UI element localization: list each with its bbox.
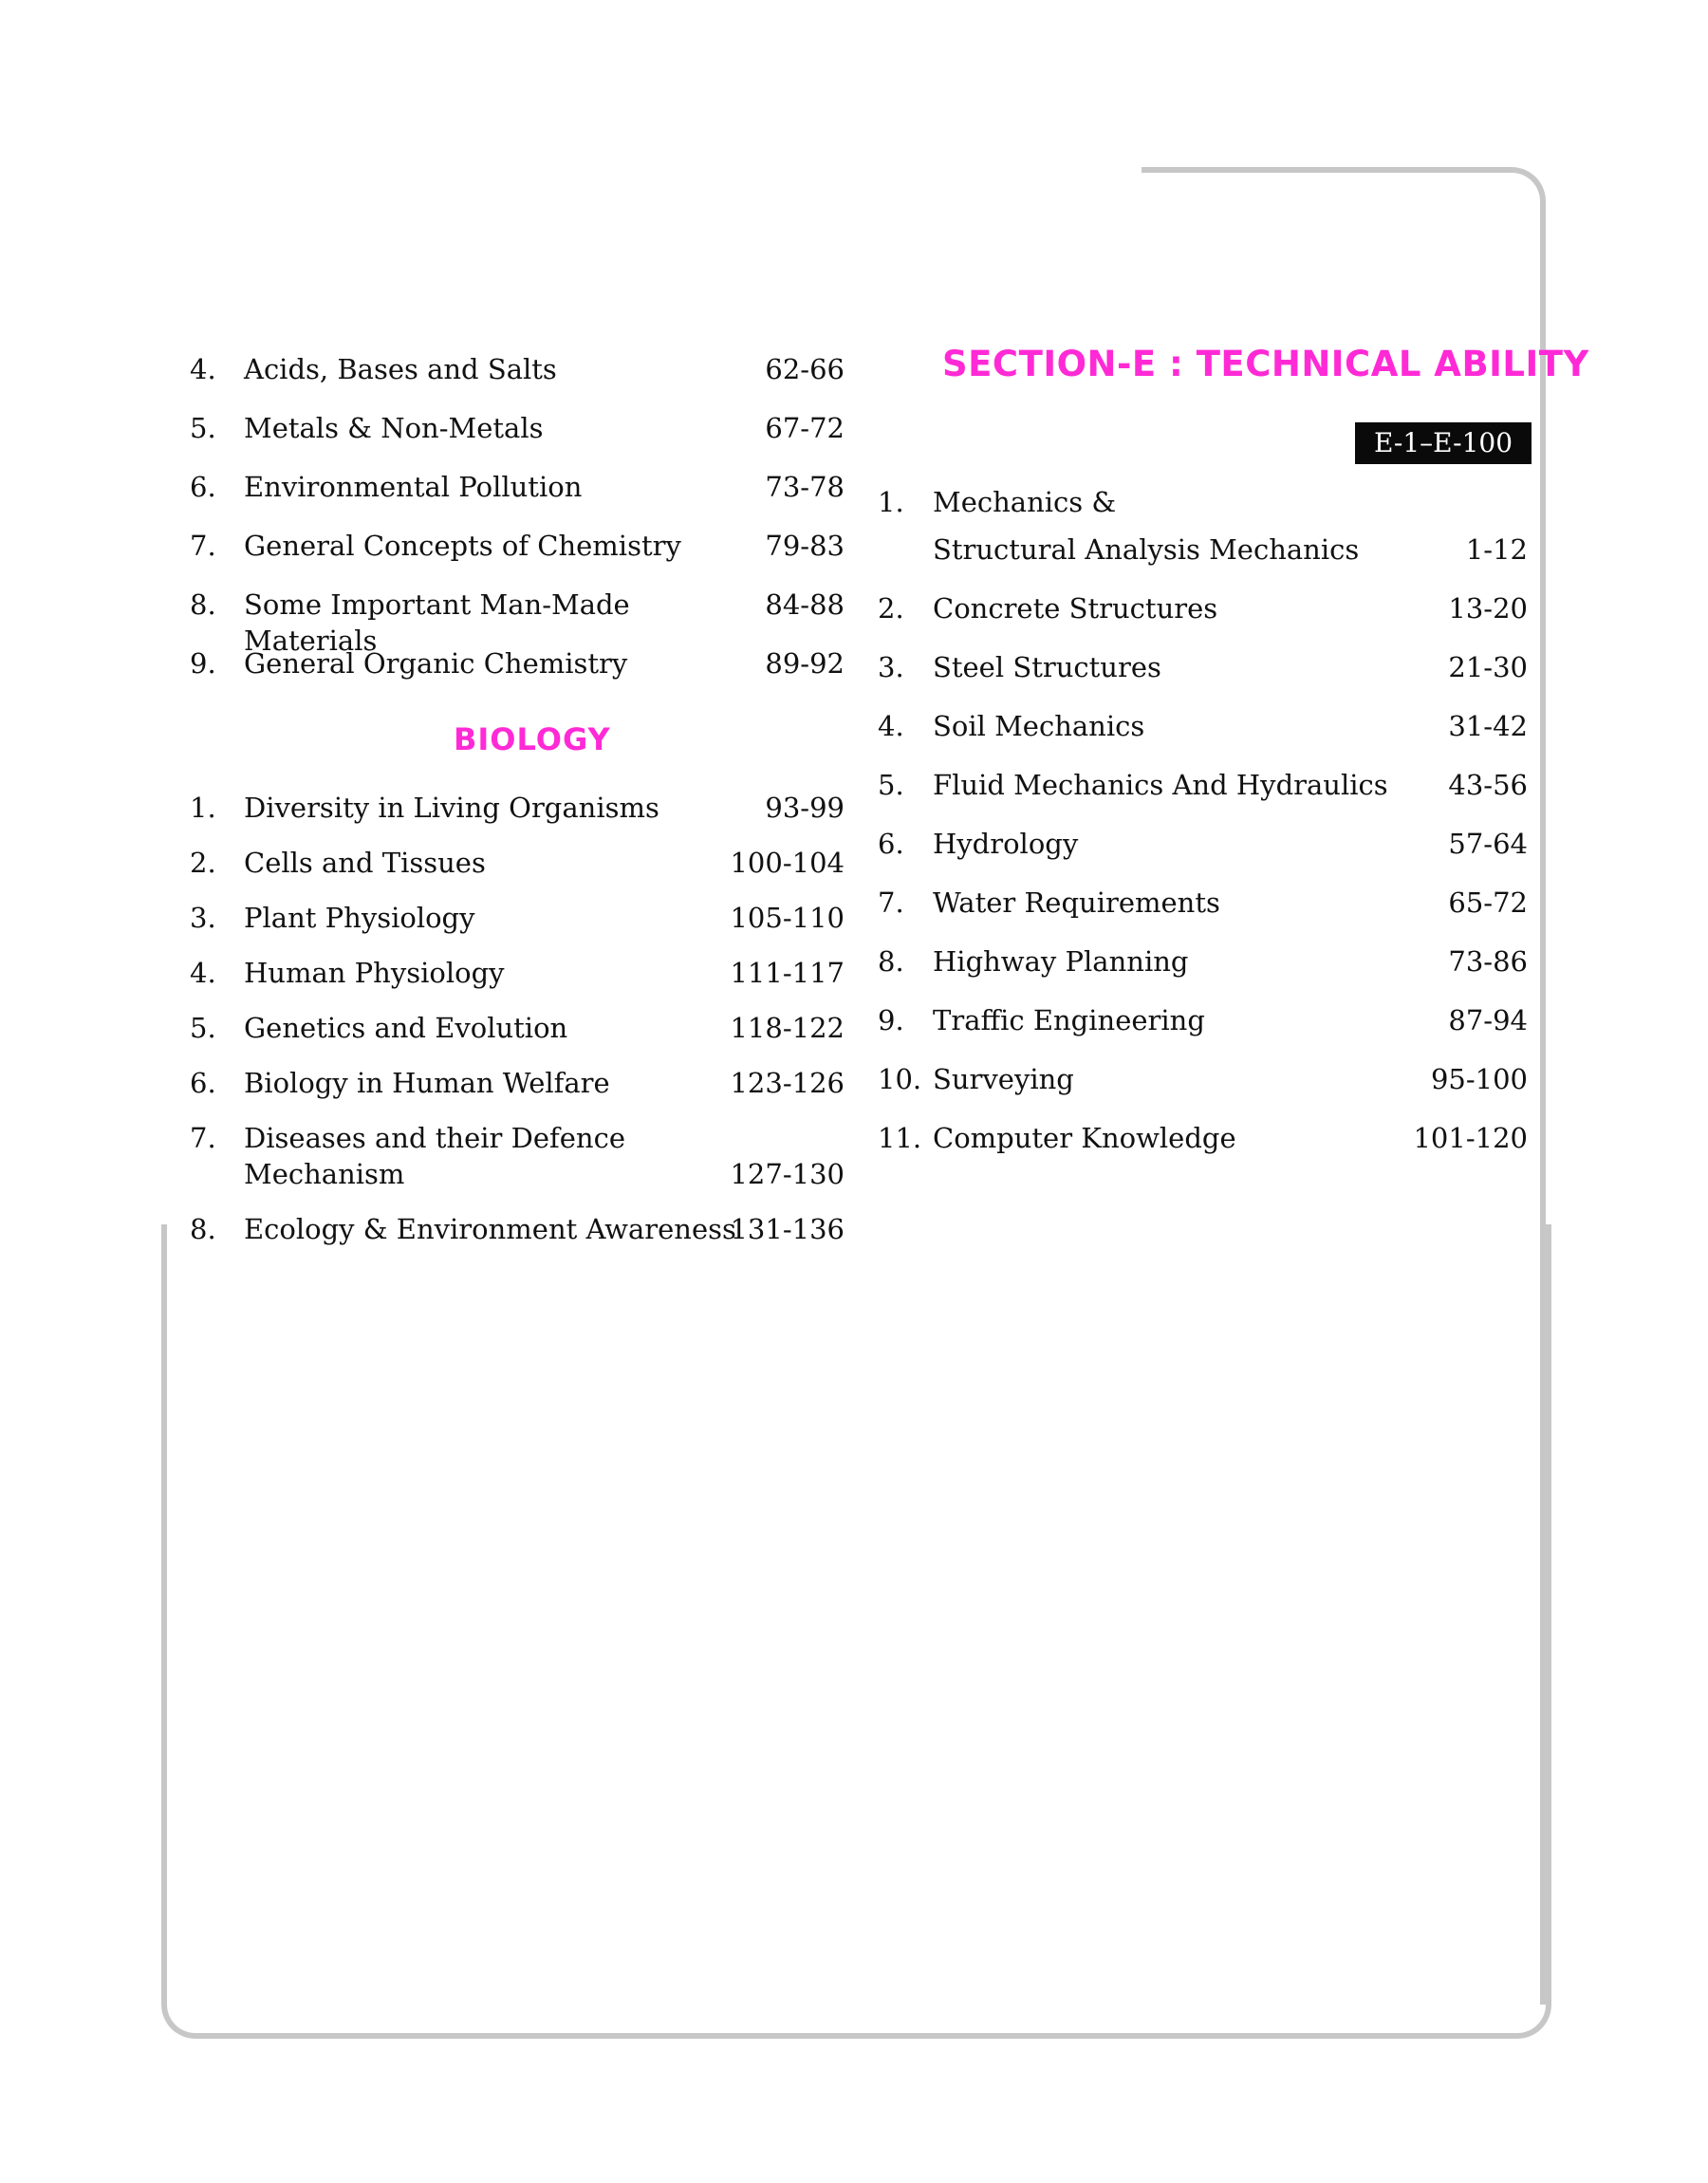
entry-title: Metals & Non-Metals (244, 412, 544, 444)
entry-pages: 62-66 (765, 353, 845, 385)
entry-pages: 65-72 (1448, 886, 1528, 919)
entry-number: 1. (878, 486, 904, 518)
entry-title: Highway Planning (933, 945, 1189, 978)
entry-pages: 100-104 (730, 847, 845, 879)
entry-number: 4. (190, 957, 216, 989)
entry-title-line2: Mechanism (244, 1158, 405, 1190)
entry-pages: 118-122 (730, 1012, 845, 1044)
entry-number: 5. (190, 1012, 216, 1044)
entry-pages: 131-136 (730, 1213, 845, 1245)
entry-number: 5. (878, 769, 904, 801)
entry-title: General Organic Chemistry (244, 647, 628, 680)
entry-title: Acids, Bases and Salts (244, 353, 557, 385)
entry-number: 8. (190, 1213, 216, 1245)
entry-title: Fluid Mechanics And Hydraulics (933, 769, 1388, 801)
entry-pages: 79-83 (765, 530, 845, 562)
entry-number: 7. (878, 886, 904, 919)
entry-pages: 1-12 (1465, 533, 1528, 566)
entry-pages: 43-56 (1448, 769, 1528, 801)
entry-number: 6. (878, 828, 904, 860)
entry-title-line2: Structural Analysis Mechanics (933, 533, 1360, 566)
entry-title: Hydrology (933, 828, 1079, 860)
entry-pages: 87-94 (1448, 1004, 1528, 1036)
entry-number: 4. (878, 710, 904, 742)
entry-number: 1. (190, 792, 216, 824)
entry-pages: 105-110 (730, 902, 845, 934)
entry-title: Computer Knowledge (933, 1122, 1236, 1154)
entry-number: 7. (190, 1122, 216, 1154)
entry-pages: 111-117 (730, 957, 845, 989)
entry-number: 10. (878, 1063, 922, 1095)
entry-pages: 95-100 (1430, 1063, 1528, 1095)
entry-number: 7. (190, 530, 216, 562)
entry-title: Diversity in Living Organisms (244, 792, 659, 824)
entry-number: 3. (190, 902, 216, 934)
entry-title: General Concepts of Chemistry (244, 530, 681, 562)
entry-pages: 31-42 (1448, 710, 1528, 742)
entry-number: 2. (190, 847, 216, 879)
biology-heading: BIOLOGY (454, 721, 611, 757)
entry-title: Surveying (933, 1063, 1074, 1095)
entry-pages: 93-99 (765, 792, 845, 824)
entry-title: Plant Physiology (244, 902, 475, 934)
entry-pages: 89-92 (765, 647, 845, 680)
entry-title: Cells and Tissues (244, 847, 486, 879)
entry-number: 5. (190, 412, 216, 444)
entry-title: Water Requirements (933, 886, 1220, 919)
entry-pages: 73-86 (1448, 945, 1528, 978)
entry-title: Soil Mechanics (933, 710, 1145, 742)
entry-title: Ecology & Environment Awareness (244, 1213, 736, 1245)
entry-number: 2. (878, 592, 904, 625)
entry-number: 11. (878, 1122, 922, 1154)
entry-pages: 127-130 (730, 1158, 845, 1190)
entry-title: Some Important Man-Made Materials (244, 588, 630, 657)
entry-title: Genetics and Evolution (244, 1012, 568, 1044)
entry-title: Biology in Human Welfare (244, 1067, 610, 1099)
entry-pages: 101-120 (1413, 1122, 1528, 1154)
section-e-heading: SECTION-E : TECHNICAL ABILITY (942, 344, 1589, 384)
entry-title: Environmental Pollution (244, 471, 583, 503)
entry-pages: 84-88 (765, 588, 845, 621)
entry-pages: 21-30 (1448, 651, 1528, 683)
entry-number: 8. (878, 945, 904, 978)
entry-title: Steel Structures (933, 651, 1161, 683)
entry-number: 9. (190, 647, 216, 680)
entry-number: 9. (878, 1004, 904, 1036)
entry-pages: 123-126 (730, 1067, 845, 1099)
entry-number: 4. (190, 353, 216, 385)
entry-number: 6. (190, 471, 216, 503)
entry-pages: 73-78 (765, 471, 845, 503)
entry-title: Diseases and their Defence (244, 1122, 625, 1154)
entry-title: Concrete Structures (933, 592, 1218, 625)
page-frame-top (1142, 167, 1546, 218)
page-range-badge: E-1–E-100 (1355, 422, 1532, 464)
entry-pages: 67-72 (765, 412, 845, 444)
entry-title: Traffic Engineering (933, 1004, 1205, 1036)
entry-number: 8. (190, 588, 216, 621)
entry-pages: 13-20 (1448, 592, 1528, 625)
entry-number: 6. (190, 1067, 216, 1099)
entry-number: 3. (878, 651, 904, 683)
page-frame-bottom (161, 1224, 1551, 2039)
entry-title: Human Physiology (244, 957, 505, 989)
entry-pages: 57-64 (1448, 828, 1528, 860)
entry-title: Mechanics & (933, 486, 1117, 518)
